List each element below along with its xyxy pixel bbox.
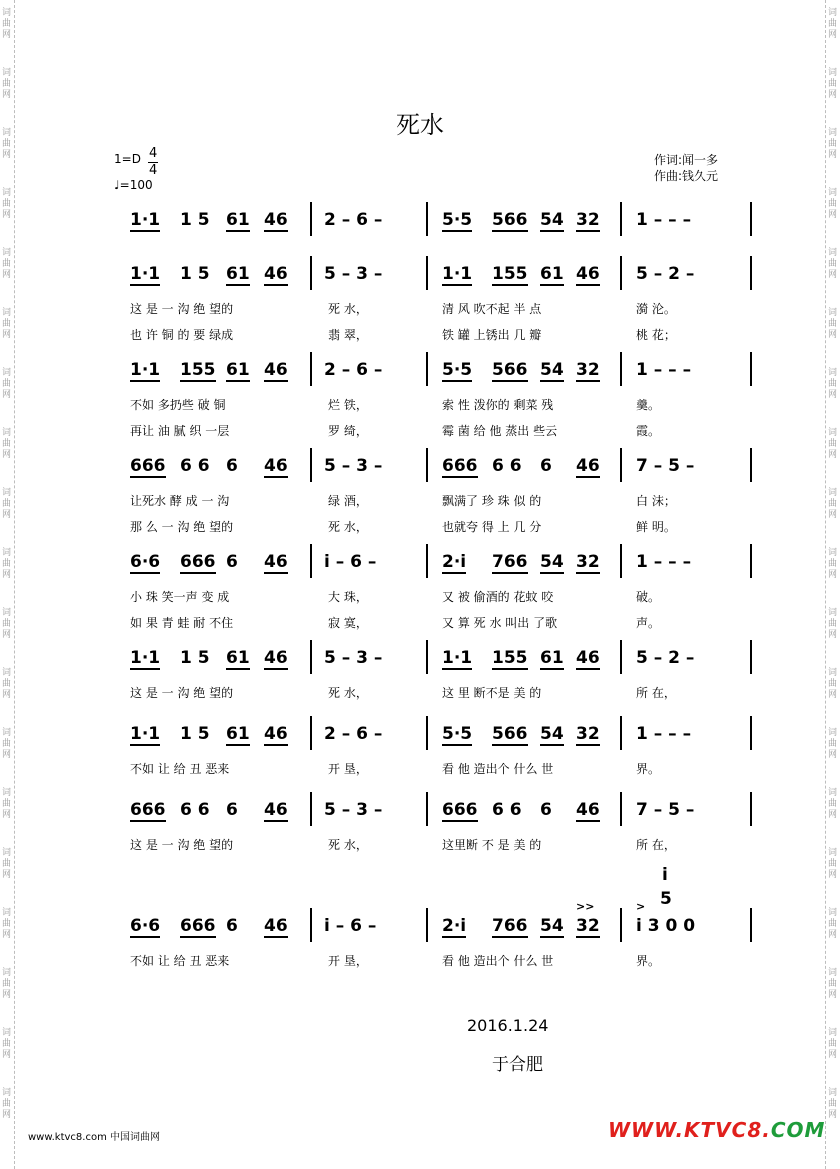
lyric-segment: 索 性 泼你的 剩菜 残 bbox=[442, 398, 554, 412]
bar-line bbox=[426, 256, 428, 290]
watermark-text: 词曲网 bbox=[2, 248, 12, 280]
watermark-text: 词曲网 bbox=[828, 668, 838, 700]
notation-group: 6 6 bbox=[180, 456, 210, 476]
lyric-segment: 绿 酒， bbox=[328, 494, 368, 508]
notation-group: 6 bbox=[226, 552, 238, 572]
bar-line bbox=[426, 352, 428, 386]
lyric-segment: 寂 寞， bbox=[328, 616, 368, 630]
notation-group: 46 bbox=[576, 648, 600, 668]
lyric-segment: 死 水， bbox=[328, 520, 368, 534]
score-row bbox=[130, 208, 760, 234]
notation-group: 6 6 bbox=[492, 800, 522, 820]
bar-line bbox=[310, 544, 312, 578]
notation-group: 32 bbox=[576, 916, 600, 936]
notation-group: 2 – 6 – bbox=[324, 724, 383, 744]
watermark-text: 词曲网 bbox=[828, 488, 838, 520]
bar-line bbox=[620, 448, 622, 482]
meter-top: 4 bbox=[149, 146, 158, 161]
watermark-text: 词曲网 bbox=[2, 908, 12, 940]
notation-group: 1 5 bbox=[180, 210, 210, 230]
notation-group: 5·5 bbox=[442, 360, 473, 380]
notation-group: 6·6 bbox=[130, 552, 161, 572]
notation-group: 566 bbox=[492, 360, 528, 380]
notation-group: 1·1 bbox=[130, 264, 161, 284]
lyric-segment: 界。 bbox=[636, 954, 661, 968]
lyric-segment: 罗 绮， bbox=[328, 424, 368, 438]
notation-group: 46 bbox=[264, 552, 288, 572]
notation-group: 6 bbox=[540, 800, 552, 820]
notation-group: 46 bbox=[264, 916, 288, 936]
score-row bbox=[130, 646, 760, 672]
bar-line bbox=[426, 544, 428, 578]
notation-group: 5 – 3 – bbox=[324, 264, 383, 284]
watermark-text: 词曲网 bbox=[828, 68, 838, 100]
lyric-segment: 这 里 断不是 美 的 bbox=[442, 686, 542, 700]
bar-line bbox=[426, 908, 428, 942]
lyric-segment: 霉 菌 给 他 蒸出 些云 bbox=[442, 424, 558, 438]
bar-line bbox=[620, 908, 622, 942]
lyric-segment: 铁 罐 上锈出 几 瓣 bbox=[442, 328, 542, 342]
bar-line bbox=[750, 908, 752, 942]
meter-bottom: 4 bbox=[149, 163, 158, 178]
lyric-segment: 烂 铁， bbox=[328, 398, 368, 412]
watermark-text: 词曲网 bbox=[2, 1028, 12, 1060]
notation-group: i – 6 – bbox=[324, 552, 377, 572]
notation-group: 6 6 bbox=[180, 800, 210, 820]
score-row bbox=[130, 358, 760, 384]
watermark-text: 词曲网 bbox=[2, 68, 12, 100]
lyric-segment: 开 垦， bbox=[328, 762, 368, 776]
lyric-segment: 声。 bbox=[636, 616, 661, 630]
notation-group: 32 bbox=[576, 210, 600, 230]
bar-line bbox=[310, 640, 312, 674]
notation-group: 666 bbox=[442, 456, 478, 476]
bar-line bbox=[750, 448, 752, 482]
lyric-segment: 漪 沦。 bbox=[636, 302, 676, 316]
footer-logo-b: COM bbox=[770, 1118, 826, 1142]
lyric-segment: 这 是 一 沟 绝 望的 bbox=[130, 302, 234, 316]
notation-group: 46 bbox=[576, 264, 600, 284]
lyric-segment: 破。 bbox=[636, 590, 661, 604]
notation-group: 46 bbox=[264, 456, 288, 476]
lyric-segment: 清 风 吹不起 半 点 bbox=[442, 302, 542, 316]
tempo-mark: ♩=100 bbox=[114, 178, 153, 192]
notation-group: 766 bbox=[492, 552, 528, 572]
bar-line bbox=[620, 640, 622, 674]
composer: 作曲:钱久元 bbox=[654, 169, 719, 183]
bar-line bbox=[750, 352, 752, 386]
notation-group: 7 – 5 – bbox=[636, 800, 695, 820]
watermark-text: 词曲网 bbox=[2, 368, 12, 400]
bar-line bbox=[620, 792, 622, 826]
bar-line bbox=[620, 544, 622, 578]
notation-group: 2 – 6 – bbox=[324, 210, 383, 230]
bar-line bbox=[426, 448, 428, 482]
lyric-segment: 飘满了 珍 珠 似 的 bbox=[442, 494, 542, 508]
score-row bbox=[130, 454, 760, 480]
watermark-text: 词曲网 bbox=[828, 308, 838, 340]
lyric-segment: 不如 让 给 丑 恶来 bbox=[130, 954, 230, 968]
notation-group: 1 – – – bbox=[636, 552, 692, 572]
lyric-segment: 再让 油 腻 织 一层 bbox=[130, 424, 230, 438]
score-row bbox=[130, 914, 760, 940]
notation-group: 46 bbox=[576, 456, 600, 476]
notation-group: 46 bbox=[264, 800, 288, 820]
bar-line bbox=[426, 716, 428, 750]
lyric-segment: 这里断 不 是 美 的 bbox=[442, 838, 542, 852]
bar-line bbox=[426, 202, 428, 236]
lyric-segment: 看 他 造出个 什么 世 bbox=[442, 954, 554, 968]
lyric-segment: 如 果 青 蛙 耐 不住 bbox=[130, 616, 234, 630]
lyric-segment: 所 在， bbox=[636, 838, 676, 852]
watermark-text: 词曲网 bbox=[828, 248, 838, 280]
notation-group: 46 bbox=[576, 800, 600, 820]
notation-group: 2 – 6 – bbox=[324, 360, 383, 380]
date: 2016.1.24 bbox=[467, 1016, 549, 1035]
lyric-segment: 界。 bbox=[636, 762, 661, 776]
notation-group: 6 6 bbox=[492, 456, 522, 476]
watermark-text: 词曲网 bbox=[2, 968, 12, 1000]
notation-group: 6·6 bbox=[130, 916, 161, 936]
bar-line bbox=[310, 352, 312, 386]
accent-mark: >> bbox=[576, 900, 595, 913]
notation-group: 566 bbox=[492, 724, 528, 744]
notation-group: i 3 0 0 bbox=[636, 916, 696, 936]
notation-group: 61 bbox=[540, 264, 564, 284]
watermark-text: 词曲网 bbox=[828, 128, 838, 160]
bar-line bbox=[310, 908, 312, 942]
watermark-text: 词曲网 bbox=[2, 548, 12, 580]
watermark-text: 词曲网 bbox=[2, 788, 12, 820]
watermark-text: 词曲网 bbox=[2, 848, 12, 880]
right-watermark-strip bbox=[825, 0, 840, 1169]
watermark-text: 词曲网 bbox=[2, 1088, 12, 1120]
bar-line bbox=[310, 792, 312, 826]
notation-group: 5 – 2 – bbox=[636, 264, 695, 284]
lyric-segment: 又 算 死 水 叫出 了歌 bbox=[442, 616, 558, 630]
lyric-segment: 霞。 bbox=[636, 424, 661, 438]
notation-group: 5 – 3 – bbox=[324, 800, 383, 820]
lyric-segment: 翡 翠， bbox=[328, 328, 368, 342]
notation-group: 5 – 3 – bbox=[324, 648, 383, 668]
bar-line bbox=[750, 544, 752, 578]
notation-group: 46 bbox=[264, 360, 288, 380]
watermark-text: 词曲网 bbox=[2, 8, 12, 40]
watermark-text: 词曲网 bbox=[828, 1028, 838, 1060]
notation-group: 46 bbox=[264, 724, 288, 744]
notation-group: 61 bbox=[226, 360, 250, 380]
watermark-text: 词曲网 bbox=[828, 608, 838, 640]
bar-line bbox=[620, 352, 622, 386]
notation-group: 61 bbox=[226, 264, 250, 284]
lyric-segment: 又 被 偷酒的 花蚊 咬 bbox=[442, 590, 554, 604]
notation-group: 6 bbox=[226, 456, 238, 476]
footer-logo[interactable] bbox=[608, 1118, 825, 1142]
time-signature bbox=[148, 146, 158, 179]
notation-group: 1 – – – bbox=[636, 724, 692, 744]
notation-group: 1·1 bbox=[130, 210, 161, 230]
watermark-text: 词曲网 bbox=[2, 188, 12, 220]
watermark-text: 词曲网 bbox=[2, 608, 12, 640]
notation-group: 1 – – – bbox=[636, 360, 692, 380]
notation-group: 155 bbox=[492, 648, 528, 668]
chord-note-mid: 5 bbox=[660, 889, 672, 909]
lyric-segment: 所 在， bbox=[636, 686, 676, 700]
watermark-text: 词曲网 bbox=[828, 8, 838, 40]
watermark-text: 词曲网 bbox=[828, 728, 838, 760]
notation-group: 5 – 2 – bbox=[636, 648, 695, 668]
lyric-segment: 死 水， bbox=[328, 302, 368, 316]
lyric-segment: 不如 多扔些 破 铜 bbox=[130, 398, 226, 412]
notation-group: 666 bbox=[180, 552, 216, 572]
score-row bbox=[130, 550, 760, 576]
notation-group: 46 bbox=[264, 648, 288, 668]
notation-group: 46 bbox=[264, 264, 288, 284]
notation-group: 1·1 bbox=[130, 648, 161, 668]
bar-line bbox=[750, 256, 752, 290]
notation-group: 566 bbox=[492, 210, 528, 230]
watermark-text: 词曲网 bbox=[828, 368, 838, 400]
notation-group: 7 – 5 – bbox=[636, 456, 695, 476]
notation-group: 6 bbox=[226, 800, 238, 820]
score-row bbox=[130, 722, 760, 748]
lyric-segment: 不如 让 给 丑 恶来 bbox=[130, 762, 230, 776]
watermark-text: 词曲网 bbox=[828, 428, 838, 460]
bar-line bbox=[310, 202, 312, 236]
notation-group: 1·1 bbox=[442, 648, 473, 668]
notation-group: 5·5 bbox=[442, 724, 473, 744]
notation-group: 666 bbox=[130, 456, 166, 476]
watermark-text: 词曲网 bbox=[828, 968, 838, 1000]
notation-group: 32 bbox=[576, 360, 600, 380]
bar-line bbox=[620, 202, 622, 236]
watermark-text: 词曲网 bbox=[2, 668, 12, 700]
lyric-segment: 死 水， bbox=[328, 686, 368, 700]
watermark-text: 词曲网 bbox=[828, 188, 838, 220]
watermark-text: 词曲网 bbox=[2, 488, 12, 520]
bar-line bbox=[310, 256, 312, 290]
notation-group: 5 – 3 – bbox=[324, 456, 383, 476]
bar-line bbox=[310, 448, 312, 482]
lyric-segment: 死 水， bbox=[328, 838, 368, 852]
notation-group: 1 5 bbox=[180, 264, 210, 284]
notation-group: 1·1 bbox=[130, 724, 161, 744]
notation-group: 32 bbox=[576, 724, 600, 744]
credits bbox=[654, 152, 718, 184]
chord-note-top: i bbox=[662, 865, 668, 885]
notation-group: 666 bbox=[130, 800, 166, 820]
lyricist: 作词:闻一多 bbox=[654, 153, 719, 167]
bar-line bbox=[620, 256, 622, 290]
lyric-segment: 这 是 一 沟 绝 望的 bbox=[130, 838, 234, 852]
footer-site-text[interactable]: www.ktvc8.com 中国词曲网 bbox=[28, 1132, 161, 1143]
notation-group: 155 bbox=[180, 360, 216, 380]
notation-group: 54 bbox=[540, 724, 564, 744]
notation-group: 54 bbox=[540, 552, 564, 572]
lyric-segment: 羹。 bbox=[636, 398, 661, 412]
notation-group: 2·i bbox=[442, 552, 467, 572]
lyric-segment: 看 他 造出个 什么 世 bbox=[442, 762, 554, 776]
key-signature: 1=D bbox=[114, 152, 141, 166]
notation-group: 155 bbox=[492, 264, 528, 284]
watermark-text: 词曲网 bbox=[2, 128, 12, 160]
notation-group: 61 bbox=[540, 648, 564, 668]
song-title: 死水 bbox=[396, 111, 444, 139]
notation-group: 6 bbox=[540, 456, 552, 476]
notation-group: 54 bbox=[540, 210, 564, 230]
watermark-text: 词曲网 bbox=[828, 1088, 838, 1120]
lyric-segment: 白 沫； bbox=[636, 494, 676, 508]
bar-line bbox=[310, 716, 312, 750]
accent-mark: > bbox=[636, 900, 646, 913]
lyric-segment: 小 珠 笑一声 变 成 bbox=[130, 590, 230, 604]
notation-group: 61 bbox=[226, 648, 250, 668]
watermark-text: 词曲网 bbox=[828, 848, 838, 880]
lyric-segment: 那 么 一 沟 绝 望的 bbox=[130, 520, 234, 534]
notation-group: 54 bbox=[540, 916, 564, 936]
notation-group: 1·1 bbox=[130, 360, 161, 380]
notation-group: 54 bbox=[540, 360, 564, 380]
notation-group: 766 bbox=[492, 916, 528, 936]
watermark-text: 词曲网 bbox=[828, 548, 838, 580]
notation-group: 666 bbox=[442, 800, 478, 820]
notation-group: 32 bbox=[576, 552, 600, 572]
bar-line bbox=[620, 716, 622, 750]
lyric-segment: 这 是 一 沟 绝 望的 bbox=[130, 686, 234, 700]
notation-group: 1 5 bbox=[180, 724, 210, 744]
notation-group: i – 6 – bbox=[324, 916, 377, 936]
lyric-segment: 也 许 铜 的 要 绿成 bbox=[130, 328, 234, 342]
notation-group: 61 bbox=[226, 724, 250, 744]
notation-group: 1 5 bbox=[180, 648, 210, 668]
bar-line bbox=[750, 640, 752, 674]
bar-line bbox=[426, 640, 428, 674]
bar-line bbox=[750, 716, 752, 750]
lyric-segment: 让死水 酵 成 一 沟 bbox=[130, 494, 230, 508]
bar-line bbox=[750, 202, 752, 236]
notation-group: 61 bbox=[226, 210, 250, 230]
left-watermark-strip bbox=[0, 0, 15, 1169]
watermark-text: 词曲网 bbox=[2, 728, 12, 760]
score-row bbox=[130, 262, 760, 288]
lyric-segment: 也就夸 得 上 几 分 bbox=[442, 520, 542, 534]
place: 于合肥 bbox=[492, 1055, 543, 1075]
score-row bbox=[130, 798, 760, 824]
lyric-segment: 桃 花； bbox=[636, 328, 676, 342]
notation-group: 1 – – – bbox=[636, 210, 692, 230]
lyric-segment: 开 垦， bbox=[328, 954, 368, 968]
bar-line bbox=[750, 792, 752, 826]
watermark-text: 词曲网 bbox=[2, 308, 12, 340]
notation-group: 2·i bbox=[442, 916, 467, 936]
notation-group: 666 bbox=[180, 916, 216, 936]
watermark-text: 词曲网 bbox=[2, 428, 12, 460]
notation-group: 1·1 bbox=[442, 264, 473, 284]
footer-logo-a: WWW.KTVC8. bbox=[608, 1118, 771, 1142]
watermark-text: 词曲网 bbox=[828, 788, 838, 820]
notation-group: 6 bbox=[226, 916, 238, 936]
lyric-segment: 大 珠， bbox=[328, 590, 368, 604]
bar-line bbox=[426, 792, 428, 826]
notation-group: 5·5 bbox=[442, 210, 473, 230]
notation-group: 46 bbox=[264, 210, 288, 230]
watermark-text: 词曲网 bbox=[828, 908, 838, 940]
lyric-segment: 鲜 明。 bbox=[636, 520, 676, 534]
